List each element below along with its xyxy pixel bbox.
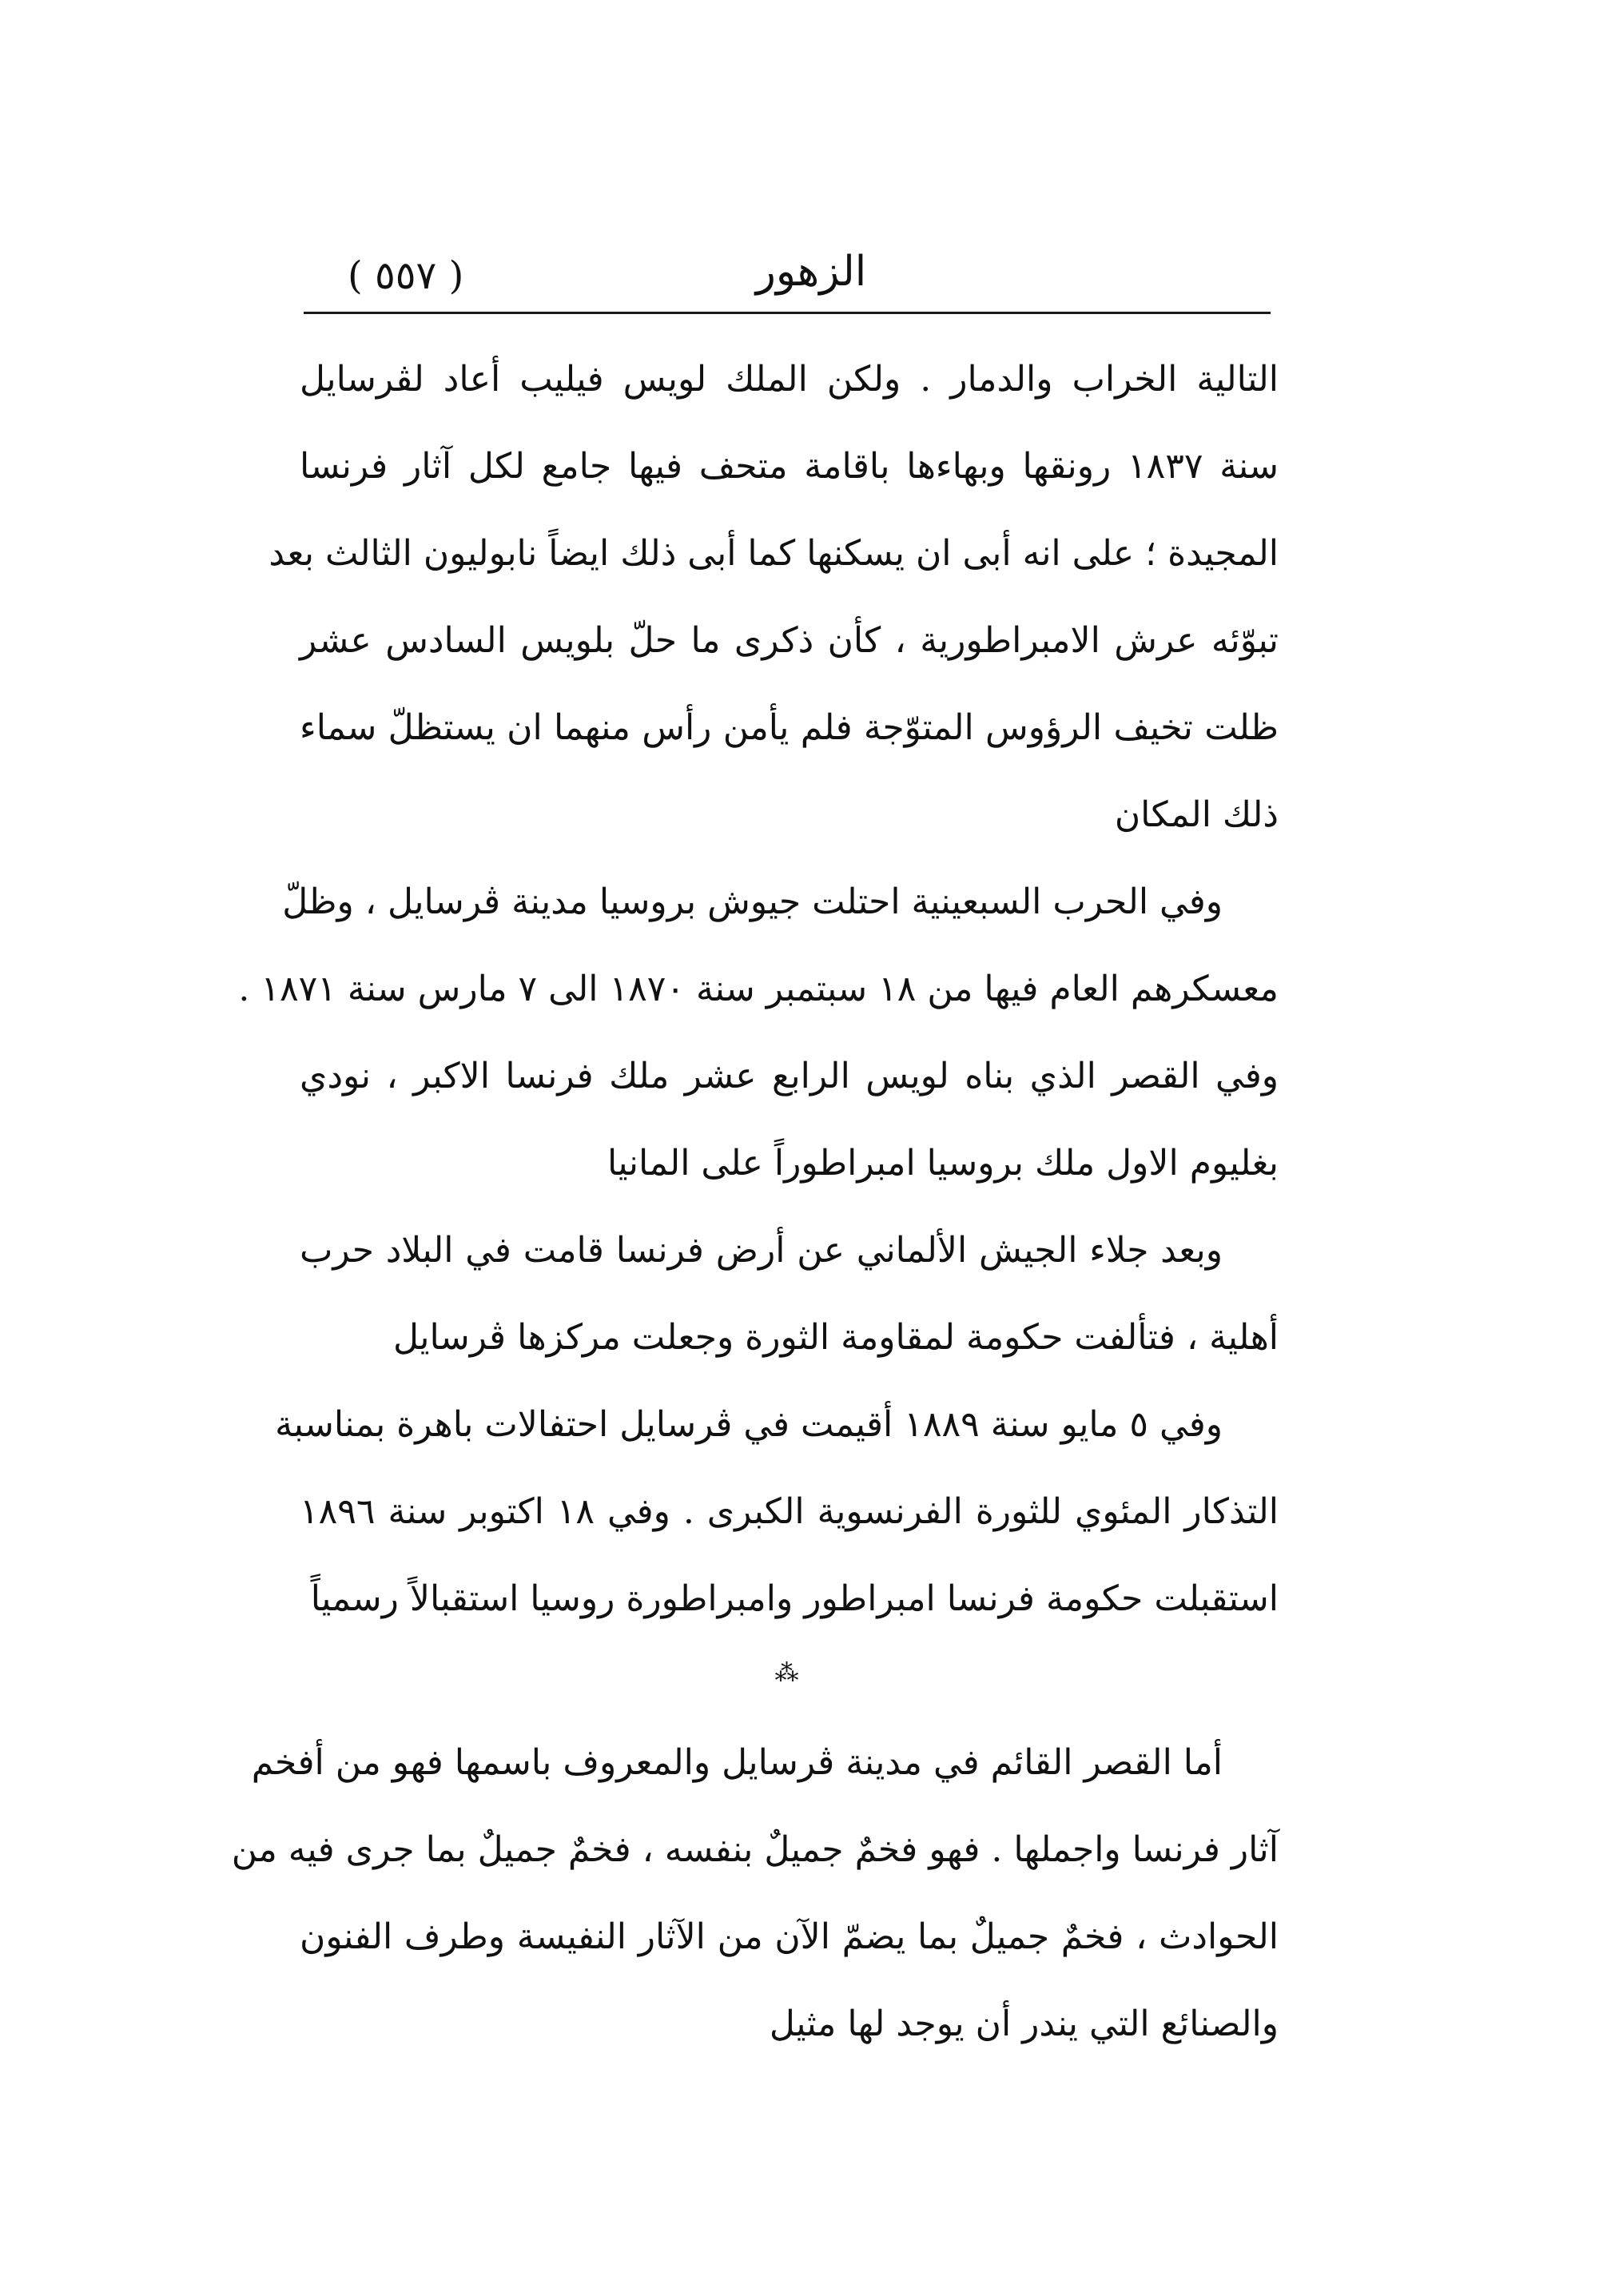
text-line: ظلت تخيف الرؤوس المتوّجة فلم يأمن رأس منهما ان يستظلّ سماء [300,707,1279,748]
paragraph-5 [231,1719,1279,2067]
body-text [231,336,1279,2067]
paragraph-4 [275,1381,1279,1642]
paragraph-3 [300,1207,1279,1381]
section-separator: ⁂ [774,1659,804,1687]
text-line: وفي القصر الذي بناه لويس الرابع عشر ملك فرنسا الاكبر ، نودي [300,1056,1279,1096]
text-line: أما القصر القائم في مدينة ڤرسايل والمعروف باسمها فهو من أفخم [251,1742,1223,1783]
text-line: المجيدة ؛ على انه أبى ان يسكنها كما أبى ذلك ايضاً نابوليون الثالث بعد [268,533,1279,574]
text-line: التذكار المئوي للثورة الفرنسوية الكبرى . وفي ١٨ اكتوبر سنة ١٨٩٦ [300,1491,1279,1532]
text-line: بغليوم الاول ملك بروسيا امبراطوراً على المانيا [607,1143,1279,1184]
text-line: والصنائع التي يندر أن يوجد لها مثيل [769,2004,1279,2044]
text-line: تبوّئه عرش الامبراطورية ، كأن ذكرى ما حلّ بلويس السادس عشر [300,620,1279,661]
text-line: وفي الحرب السبعينية احتلت جيوش بروسيا مدينة ڤرسايل ، وظلّ [282,881,1223,922]
text-line: سنة ١٨٣٧ رونقها وبهاءها باقامة متحف فيها جامع لكل آثار فرنسا [300,446,1279,487]
text-line: استقبلت حكومة فرنسا امبراطور وامبراطورة روسيا استقبالاً رسمياً [310,1578,1279,1619]
paragraph-1 [268,336,1279,858]
text-line: آثار فرنسا واجملها . فهو فخمٌ جميلٌ بنفسه ، فخمٌ جميلٌ بما جرى فيه من [231,1829,1279,1870]
text-line: الحوادث ، فخمٌ جميلٌ بما يضمّ الآن من الآثار النفيسة وطرف الفنون [300,1916,1279,1957]
running-title: الزهور [755,248,867,296]
page-header [316,244,1275,316]
text-line: وبعد جلاء الجيش الألماني عن أرض فرنسا قامت في البلاد حرب [300,1230,1223,1271]
text-line: معسكرهم العام فيها من ١٨ سبتمبر سنة ١٨٧٠ الى ٧ مارس سنة ١٨٧١ . [238,969,1279,1009]
text-line: التالية الخراب والدمار . ولكن الملك لويس فيليب أعاد لڤرسايل [300,359,1279,400]
page-number: ( ٥٥٧ ) [348,253,464,298]
header-rule [304,312,1271,314]
text-line: ذلك المكان [1114,794,1279,835]
text-line: وفي ٥ مايو سنة ١٨٨٩ أقيمت في ڤرسايل احتفالات باهرة بمناسبة [275,1404,1223,1445]
paragraph-2 [238,858,1279,1207]
text-line: أهلية ، فتألفت حكومة لمقاومة الثورة وجعلت مركزها ڤرسايل [392,1317,1279,1358]
